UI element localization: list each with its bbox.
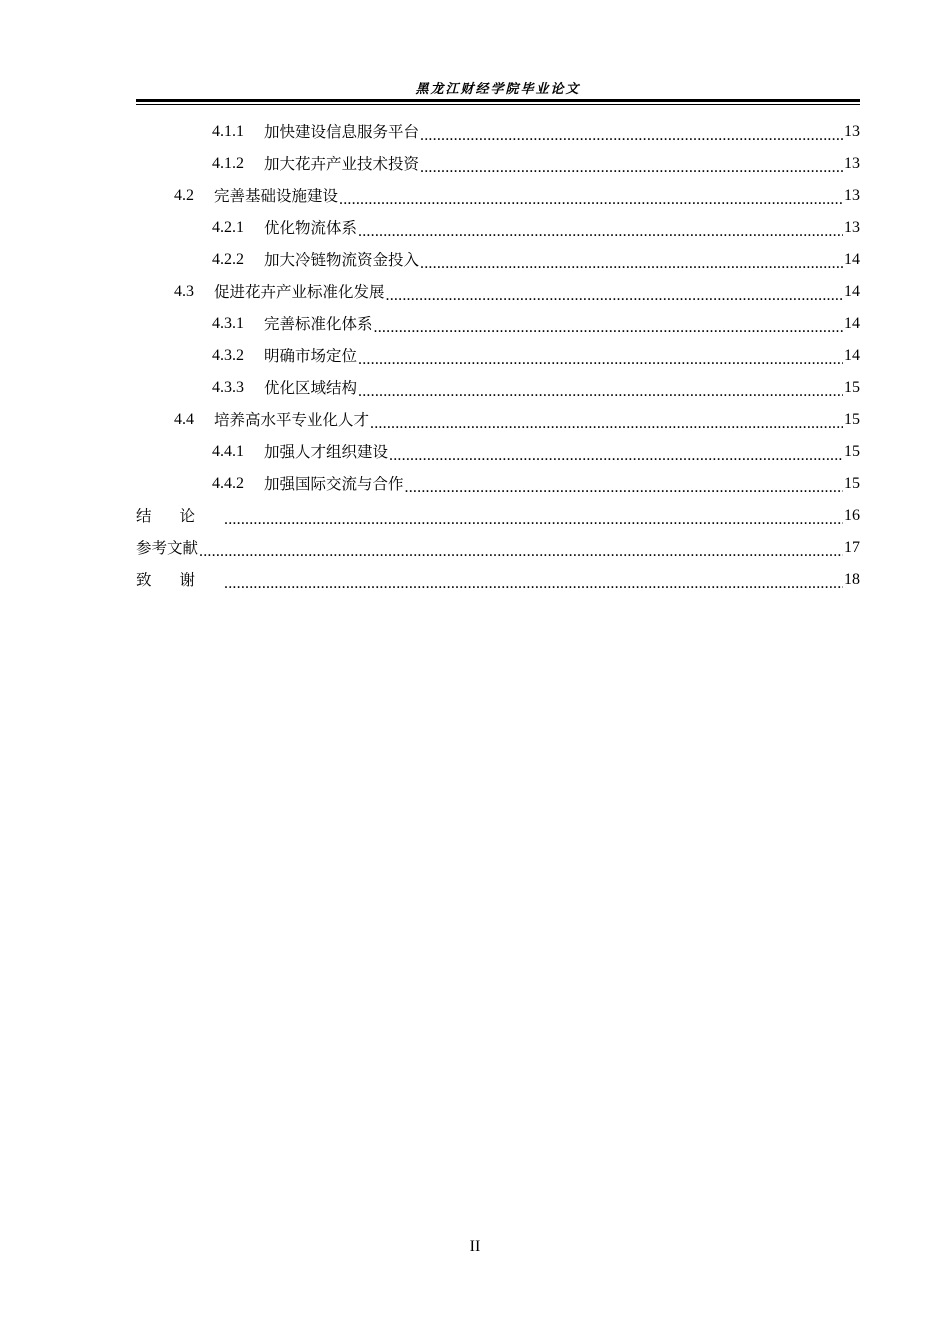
toc-entry[interactable]: [136, 180, 860, 212]
toc-entry-number: 4.3.1: [212, 315, 244, 332]
toc-entry-title: 培养高水平专业化人才: [214, 411, 370, 429]
toc-entry-title: 结论: [136, 507, 224, 525]
toc-entry-number: 4.2: [174, 187, 194, 204]
toc-entry-title: 加强国际交流与合作: [264, 475, 404, 493]
toc-entry-number: 4.2.2: [212, 251, 244, 268]
toc-entry[interactable]: [136, 308, 860, 340]
toc-dot-leader: [389, 439, 843, 471]
toc-entry-page: 13: [844, 155, 860, 172]
table-of-contents: [136, 116, 860, 596]
toc-entry-title: 加强人才组织建设: [264, 443, 389, 461]
toc-dot-leader: [405, 471, 843, 503]
toc-entry-number: 4.3.2: [212, 347, 244, 364]
toc-entry-title: 参考文献: [136, 539, 199, 557]
toc-entry[interactable]: [136, 436, 860, 468]
toc-entry-title: 优化区域结构: [264, 379, 358, 397]
toc-entry[interactable]: [136, 468, 860, 500]
header-rule-thin: [136, 104, 860, 105]
header-rule-thick: [136, 99, 860, 102]
toc-entry[interactable]: [136, 564, 860, 596]
toc-entry[interactable]: [136, 532, 860, 564]
toc-entry-number: 4.3.3: [212, 379, 244, 396]
toc-entry-title: 优化物流体系: [264, 219, 358, 237]
toc-entry-page: 13: [844, 187, 860, 204]
toc-entry-page: 13: [844, 123, 860, 140]
toc-entry[interactable]: [136, 244, 860, 276]
toc-entry-title: 完善标准化体系: [264, 315, 373, 333]
toc-entry-page: 16: [844, 507, 860, 524]
toc-entry[interactable]: [136, 372, 860, 404]
toc-dot-leader: [370, 407, 843, 439]
toc-entry[interactable]: [136, 340, 860, 372]
toc-entry-page: 15: [844, 379, 860, 396]
toc-dot-leader: [420, 247, 843, 279]
toc-dot-leader: [420, 119, 843, 151]
toc-entry[interactable]: [136, 404, 860, 436]
toc-entry[interactable]: [136, 500, 860, 532]
toc-dot-leader: [358, 215, 843, 247]
toc-entry-number: 4.4.2: [212, 475, 244, 492]
toc-entry-number: 4.4.1: [212, 443, 244, 460]
toc-entry-number: 4.1.2: [212, 155, 244, 172]
toc-entry-title: 加大冷链物流资金投入: [264, 251, 420, 269]
toc-entry-title: 明确市场定位: [264, 347, 358, 365]
toc-entry-page: 14: [844, 315, 860, 332]
toc-entry-title: 促进花卉产业标准化发展: [214, 283, 385, 301]
page-header-title: 黑龙江财经学院毕业论文: [415, 82, 581, 97]
page-number: II: [469, 1238, 481, 1255]
toc-dot-leader: [339, 183, 843, 215]
toc-dot-leader: [358, 343, 843, 375]
toc-entry-number: 4.1.1: [212, 123, 244, 140]
toc-dot-leader: [386, 279, 843, 311]
toc-entry-number: 4.4: [174, 411, 194, 428]
toc-entry[interactable]: [136, 276, 860, 308]
toc-entry-number: 4.3: [174, 283, 194, 300]
toc-entry-page: 15: [844, 411, 860, 428]
toc-dot-leader: [224, 567, 843, 599]
toc-entry-number: 4.2.1: [212, 219, 244, 236]
toc-entry-page: 14: [844, 251, 860, 268]
toc-entry-title: 加大花卉产业技术投资: [264, 155, 420, 173]
toc-entry-title: 致谢: [136, 571, 224, 589]
toc-dot-leader: [358, 375, 843, 407]
toc-entry-page: 15: [844, 475, 860, 492]
toc-entry-page: 14: [844, 283, 860, 300]
toc-entry-page: 17: [844, 539, 860, 556]
toc-entry-page: 18: [844, 571, 860, 588]
toc-entry-page: 13: [844, 219, 860, 236]
toc-entry[interactable]: [136, 148, 860, 180]
toc-entry[interactable]: [136, 116, 860, 148]
toc-entry[interactable]: [136, 212, 860, 244]
toc-entry-page: 14: [844, 347, 860, 364]
toc-entry-title: 加快建设信息服务平台: [264, 123, 420, 141]
toc-dot-leader: [420, 151, 843, 183]
toc-dot-leader: [374, 311, 843, 343]
toc-entry-page: 15: [844, 443, 860, 460]
toc-dot-leader: [199, 535, 843, 567]
toc-dot-leader: [224, 503, 843, 535]
toc-entry-title: 完善基础设施建设: [214, 187, 339, 205]
